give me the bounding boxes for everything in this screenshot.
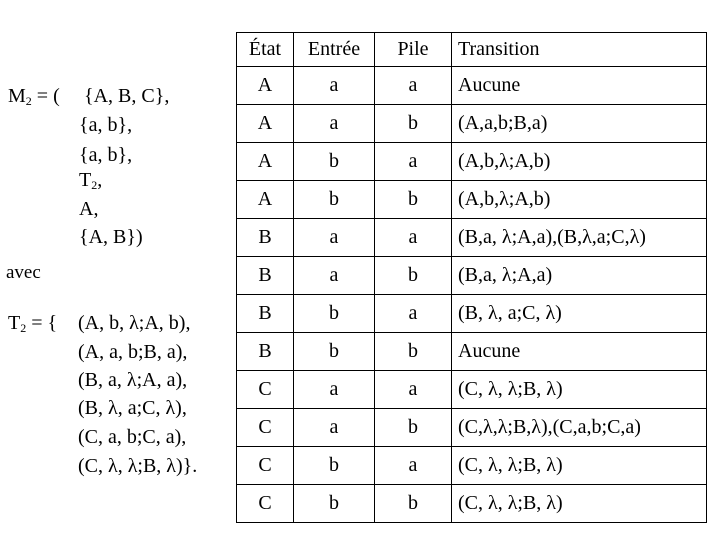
table-row [237,105,707,143]
cell-pile: b [375,485,452,523]
transition-item: (C, a, b;C, a), [78,426,187,448]
cell-transition: (C, λ, λ;B, λ) [452,447,707,485]
m2-equals: = ( [36,85,60,107]
cell-entree: b [294,485,375,523]
transition-item: (B, a, λ;A, a), [78,369,188,391]
cell-transition: (B,a, λ;A,a),(B,λ,a;C,λ) [452,219,707,257]
cell-pile: b [375,181,452,219]
cell-etat: B [237,257,294,295]
cell-etat: A [237,143,294,181]
transition-item: (C, λ, λ;B, λ)}. [78,455,198,477]
table-row [237,143,707,181]
transition-table [236,32,707,523]
cell-transition: (C, λ, λ;B, λ) [452,371,707,409]
initial-state: A, [79,198,99,220]
table-row [237,485,707,523]
cell-etat: C [237,371,294,409]
table-row [237,333,707,371]
cell-pile: a [375,143,452,181]
cell-entree: b [294,295,375,333]
cell-entree: b [294,333,375,371]
cell-etat: B [237,219,294,257]
cell-transition: (A,b,λ;A,b) [452,143,707,181]
cell-transition: (A,b,λ;A,b) [452,181,707,219]
cell-transition: (C, λ, λ;B, λ) [452,485,707,523]
t2-comma: , [97,169,103,191]
header-etat: État [237,33,294,67]
table-row [237,257,707,295]
final-states: {A, B}) [79,226,143,248]
m2-subscript: 2 [25,94,32,108]
header-pile: Pile [375,33,452,67]
t2-symbol: T [79,169,92,191]
t2-label-subscript: 2 [20,321,27,335]
cell-entree: b [294,181,375,219]
cell-entree: a [294,409,375,447]
cell-entree: a [294,257,375,295]
cell-pile: b [375,409,452,447]
cell-pile: a [375,371,452,409]
cell-transition: (B,a, λ;A,a) [452,257,707,295]
cell-etat: C [237,447,294,485]
table-row [237,371,707,409]
t2-label-symbol: T [8,312,21,334]
cell-entree: a [294,105,375,143]
t2-subscript: 2 [91,178,98,192]
cell-entree: a [294,67,375,105]
cell-transition: (C,λ,λ;B,λ),(C,a,b;C,a) [452,409,707,447]
transition-item: (A, b, λ;A, b), [78,312,191,334]
m2-symbol: M [8,85,26,107]
cell-etat: A [237,181,294,219]
cell-pile: a [375,295,452,333]
cell-etat: B [237,295,294,333]
avec-label: avec [6,262,41,283]
cell-entree: b [294,143,375,181]
cell-transition: Aucune [452,67,707,105]
cell-pile: b [375,257,452,295]
header-transition: Transition [452,33,707,67]
transition-item: (A, a, b;B, a), [78,341,188,363]
cell-transition: (A,a,b;B,a) [452,105,707,143]
cell-etat: C [237,485,294,523]
table-row [237,409,707,447]
table-row [237,181,707,219]
cell-etat: C [237,409,294,447]
table-header-row [237,33,707,67]
cell-etat: B [237,333,294,371]
table-row [237,447,707,485]
cell-pile: b [375,105,452,143]
stack-alphabet: {a, b}, [79,144,133,166]
t2-label-equals: = { [31,312,58,334]
cell-transition: (B, λ, a;C, λ) [452,295,707,333]
states-set: {A, B, C}, [84,85,170,107]
cell-pile: a [375,67,452,105]
table-body [237,67,707,523]
cell-entree: a [294,371,375,409]
cell-etat: A [237,67,294,105]
cell-pile: a [375,447,452,485]
cell-transition: Aucune [452,333,707,371]
cell-pile: b [375,333,452,371]
m2-definition-label [8,86,60,106]
table-row [237,295,707,333]
table-row [237,67,707,105]
input-alphabet: {a, b}, [79,114,133,136]
cell-entree: a [294,219,375,257]
transition-function-name [79,170,102,190]
table-row [237,219,707,257]
cell-pile: a [375,219,452,257]
t2-definition-label [8,313,57,333]
header-entree: Entrée [294,33,375,67]
cell-etat: A [237,105,294,143]
cell-entree: b [294,447,375,485]
transition-item: (B, λ, a;C, λ), [78,397,187,419]
